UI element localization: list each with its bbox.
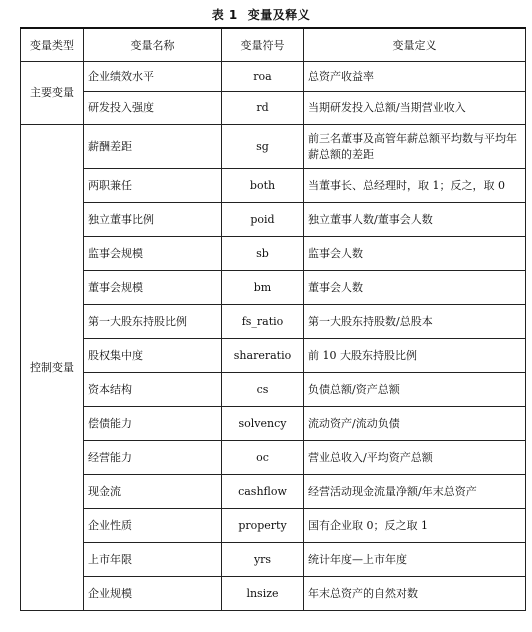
variable-symbol-cell: solvency — [222, 407, 304, 441]
variable-name-cell: 第一大股东持股比例 — [84, 305, 222, 339]
variable-definition-cell: 前三名董事及高管年薪总额平均数与平均年薪总额的差距 — [304, 125, 526, 169]
header-cell-definition: 变量定义 — [304, 28, 526, 62]
variable-symbol-cell: lnsize — [222, 577, 304, 611]
table-row — [21, 271, 526, 305]
variable-definition-cell: 统计年度—上市年度 — [304, 543, 526, 577]
variable-symbol-cell: sb — [222, 237, 304, 271]
table-number: 表 1 — [211, 8, 238, 22]
variable-symbol-cell: cs — [222, 373, 304, 407]
variable-definition-cell: 监事会人数 — [304, 237, 526, 271]
variable-name-cell: 资本结构 — [84, 373, 222, 407]
header-cell-symbol: 变量符号 — [222, 28, 304, 62]
variable-type-cell: 控制变量 — [21, 125, 84, 611]
table-row — [21, 407, 526, 441]
variable-name-cell: 企业规模 — [84, 577, 222, 611]
variable-name-cell: 经营能力 — [84, 441, 222, 475]
table-title: 变量及释义 — [247, 8, 311, 22]
variable-symbol-cell: sg — [222, 125, 304, 169]
variable-name-cell: 现金流 — [84, 475, 222, 509]
table-row — [21, 237, 526, 271]
variable-name-cell: 企业绩效水平 — [84, 62, 222, 92]
table-row — [21, 339, 526, 373]
table-row — [21, 305, 526, 339]
variable-definition-cell: 前 10 大股东持股比例 — [304, 339, 526, 373]
table-row — [21, 125, 526, 169]
table-row — [21, 475, 526, 509]
variable-name-cell: 两职兼任 — [84, 169, 222, 203]
variable-definition-cell: 负债总额/资产总额 — [304, 373, 526, 407]
variable-symbol-cell: shareratio — [222, 339, 304, 373]
variable-definition-cell: 当董事长、总经理时，取 1；反之，取 0 — [304, 169, 526, 203]
variable-name-cell: 企业性质 — [84, 509, 222, 543]
variable-symbol-cell: oc — [222, 441, 304, 475]
variable-name-cell: 监事会规模 — [84, 237, 222, 271]
variable-symbol-cell: yrs — [222, 543, 304, 577]
variable-definition-cell: 流动资产/流动负债 — [304, 407, 526, 441]
variable-symbol-cell: bm — [222, 271, 304, 305]
table-row — [21, 92, 526, 125]
table-row — [21, 543, 526, 577]
variable-name-cell: 薪酬差距 — [84, 125, 222, 169]
variable-name-cell: 偿债能力 — [84, 407, 222, 441]
header-cell-type: 变量类型 — [21, 28, 84, 62]
table-row — [21, 509, 526, 543]
variable-name-cell: 研发投入强度 — [84, 92, 222, 125]
variable-symbol-cell: property — [222, 509, 304, 543]
variable-symbol-cell: rd — [222, 92, 304, 125]
table-row — [21, 62, 526, 92]
variable-symbol-cell: roa — [222, 62, 304, 92]
variable-definition-cell: 年末总资产的自然对数 — [304, 577, 526, 611]
variable-name-cell: 股权集中度 — [84, 339, 222, 373]
table-caption — [0, 6, 532, 23]
table-body — [21, 62, 526, 611]
variable-definition-cell: 第一大股东持股数/总股本 — [304, 305, 526, 339]
variable-definition-cell: 董事会人数 — [304, 271, 526, 305]
variable-name-cell: 董事会规模 — [84, 271, 222, 305]
table-row — [21, 203, 526, 237]
variable-definition-cell: 总资产收益率 — [304, 62, 526, 92]
variable-name-cell: 上市年限 — [84, 543, 222, 577]
header-cell-name: 变量名称 — [84, 28, 222, 62]
table-row — [21, 441, 526, 475]
variable-symbol-cell: both — [222, 169, 304, 203]
variable-definition-cell: 营业总收入/平均资产总额 — [304, 441, 526, 475]
variable-symbol-cell: poid — [222, 203, 304, 237]
variable-definition-cell: 经营活动现金流量净额/年末总资产 — [304, 475, 526, 509]
variable-definition-cell: 独立董事人数/董事会人数 — [304, 203, 526, 237]
variable-definition-cell: 当期研发投入总额/当期营业收入 — [304, 92, 526, 125]
variable-symbol-cell: fs_ratio — [222, 305, 304, 339]
variable-symbol-cell: cashflow — [222, 475, 304, 509]
variable-definition-cell: 国有企业取 0；反之取 1 — [304, 509, 526, 543]
table-row — [21, 373, 526, 407]
variable-type-cell: 主要变量 — [21, 62, 84, 125]
variables-table — [20, 27, 526, 611]
table-row — [21, 577, 526, 611]
variable-name-cell: 独立董事比例 — [84, 203, 222, 237]
header-row — [21, 28, 526, 62]
table-row — [21, 169, 526, 203]
